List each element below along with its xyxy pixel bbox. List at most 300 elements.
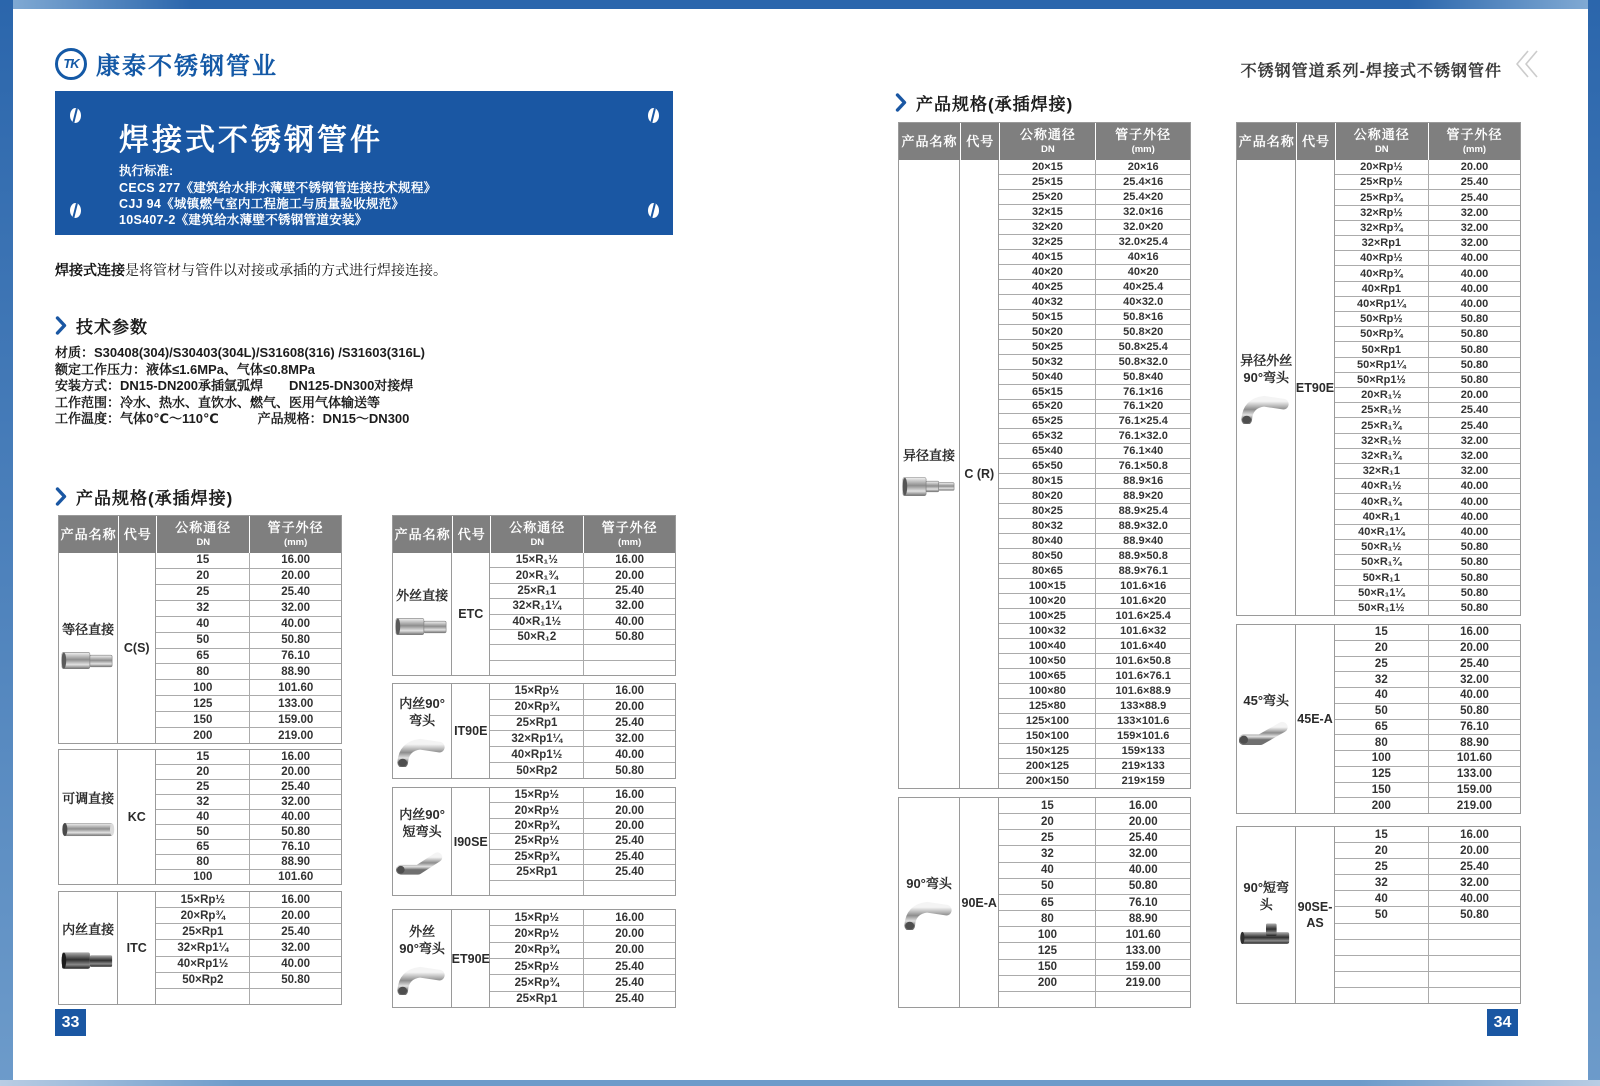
dn-cell: 15 [196, 751, 210, 763]
spec-row [1335, 372, 1520, 387]
dn-cell: 25 [196, 781, 210, 793]
od-cell: 20.00 [583, 700, 675, 715]
spec-table-female-coupling [58, 891, 342, 1005]
od-cell: 159.00 [1095, 960, 1190, 975]
dn-cell: 32×R₁1 [1362, 465, 1400, 478]
od-cell [1428, 988, 1520, 1003]
dn-cell: 20×Rp½ [514, 927, 560, 940]
spec-row [999, 219, 1190, 234]
dn-cell: 25 [1041, 831, 1054, 844]
standard-line: 10S407-2《建筑给水薄壁不锈钢管道安装》 [119, 213, 368, 227]
dn-cell: 80×65 [1031, 565, 1063, 578]
header-product-name: 产品名称 [394, 527, 451, 542]
od-cell: 101.60 [249, 680, 341, 695]
spec-table-female-90-short-elbow [392, 787, 676, 896]
spec-row [999, 354, 1190, 369]
spec-row [1335, 625, 1520, 640]
spec-row [999, 608, 1190, 623]
od-cell: 159.00 [249, 712, 341, 727]
od-cell: 50.8×16 [1095, 310, 1190, 324]
dn-cell: 50×R₁1½ [1358, 601, 1405, 614]
dn-cell: 40×25 [1031, 280, 1063, 293]
od-cell: 133×88.9 [1095, 699, 1190, 713]
spec-row [156, 584, 341, 600]
od-cell [1428, 940, 1520, 955]
spec-row [999, 942, 1190, 958]
spec-row [1335, 554, 1520, 569]
spec-table-body [1237, 625, 1520, 813]
spec-row [1335, 827, 1520, 842]
spec-row [999, 443, 1190, 458]
dn-cell: 40×Rp1½ [511, 748, 563, 761]
section-spec-right [895, 90, 1073, 115]
od-cell [1428, 956, 1520, 971]
spec-row [1335, 797, 1520, 813]
spec-row [999, 473, 1190, 488]
dn-cell: 50 [1041, 880, 1054, 893]
spec-rows [156, 892, 341, 1004]
dn-cell: 32 [1041, 848, 1054, 861]
spec-row [1335, 874, 1520, 890]
dn-cell: 50 [1374, 909, 1388, 922]
standards-label: 执行标准: [119, 164, 174, 178]
spec-row [999, 713, 1190, 728]
dn-cell: 20×R₁¾ [515, 569, 558, 582]
product-name: 外丝直接 [396, 587, 449, 603]
dn-cell: 20×Rp¾ [514, 944, 560, 957]
od-cell: 20.00 [1428, 641, 1520, 656]
od-cell: 50.80 [1428, 601, 1520, 615]
od-cell: 50.8×32.0 [1095, 355, 1190, 369]
spec-row [156, 679, 341, 695]
od-cell: 25.40 [1428, 418, 1520, 432]
spec-table-body [393, 788, 675, 895]
dn-cell: 40 [196, 618, 210, 631]
dn-cell: 25×15 [1031, 175, 1063, 188]
dn-cell [999, 992, 1095, 1007]
spec-row [490, 910, 675, 925]
dn-cell: 32×15 [1031, 205, 1063, 218]
product-name-cell [59, 750, 118, 884]
spec-row [1335, 890, 1520, 906]
od-cell: 40.00 [1428, 266, 1520, 280]
od-cell: 50.80 [249, 825, 341, 839]
spec-row [490, 746, 675, 762]
double-chevron-left-icon [1512, 48, 1542, 85]
spec-row [156, 750, 341, 764]
od-cell: 40.00 [249, 617, 341, 632]
spec-row [1335, 524, 1520, 539]
od-cell: 25.40 [583, 584, 675, 598]
page-edge-bottom [0, 1080, 1600, 1086]
spec-row [1335, 235, 1520, 250]
od-cell: 101.6×20 [1095, 594, 1190, 608]
header-product-name: 产品名称 [901, 134, 958, 149]
product-name: 可调直接 [62, 790, 115, 806]
dn-cell: 65×40 [1031, 445, 1063, 458]
spec-row [1335, 585, 1520, 600]
od-cell: 20.00 [583, 568, 675, 582]
dn-cell: 40×R₁1¼ [1358, 525, 1405, 538]
dn-cell: 32 [196, 602, 210, 615]
od-cell: 40×25.4 [1095, 280, 1190, 294]
spec-row [1335, 719, 1520, 735]
spec-row [156, 663, 341, 679]
section-title: 产品规格(承插焊接) [916, 95, 1074, 114]
dn-cell: 65 [196, 841, 210, 853]
dn-cell: 50×Rp¾ [1360, 328, 1403, 341]
spec-row [999, 975, 1190, 991]
spec-table-reducing-male-90-elbow [1236, 122, 1521, 616]
dn-cell: 25×Rp1 [516, 993, 558, 1006]
od-cell: 25.40 [583, 834, 675, 848]
dn-cell: 50×R₁1¼ [1358, 586, 1405, 599]
dn-cell: 32×R₁¾ [1361, 449, 1402, 462]
spec-table-adjustable-coupling [58, 749, 342, 885]
header-nominal-diameter: 公称通径 DN [1335, 123, 1428, 160]
spec-table-body [393, 684, 675, 778]
spec-row [999, 399, 1190, 414]
dn-cell: 65×50 [1031, 460, 1063, 473]
spec-row [999, 845, 1190, 861]
od-cell: 16.00 [583, 553, 675, 567]
od-cell: 101.6×40 [1095, 639, 1190, 653]
spec-row [999, 488, 1190, 503]
od-cell: 219.00 [1095, 976, 1190, 991]
dn-cell: 50 [196, 634, 210, 647]
spec-row [1335, 782, 1520, 798]
spec-row [156, 727, 341, 743]
spec-row [999, 339, 1190, 354]
spec-row [999, 773, 1190, 788]
od-cell: 40.00 [249, 810, 341, 824]
dn-cell: 65 [1041, 896, 1054, 909]
dn-cell: 65 [196, 649, 210, 662]
od-cell: 32.0×16 [1095, 205, 1190, 219]
spec-row [1335, 174, 1520, 189]
od-cell: 32.0×20 [1095, 220, 1190, 234]
dn-cell [156, 989, 249, 1004]
spec-row [490, 567, 675, 582]
product-name-cell [393, 788, 452, 895]
od-cell: 76.10 [249, 649, 341, 664]
dn-cell [1335, 924, 1428, 939]
spec-row [490, 818, 675, 833]
section-tech-params [55, 313, 148, 338]
dn-cell: 20×15 [1031, 160, 1063, 173]
od-cell: 76.1×32.0 [1095, 429, 1190, 443]
dn-cell: 20×Rp½ [514, 804, 560, 817]
od-cell: 50.8×40 [1095, 370, 1190, 384]
od-cell: 20.00 [249, 765, 341, 779]
od-cell: 40×20 [1095, 265, 1190, 279]
dn-cell [1335, 956, 1428, 971]
spec-row [999, 413, 1190, 428]
od-cell: 25.40 [1095, 830, 1190, 845]
spec-row [1335, 220, 1520, 235]
spec-row [1335, 923, 1520, 939]
spec-table-body [899, 798, 1190, 1007]
dn-cell: 150 [1371, 783, 1391, 796]
spec-row [156, 779, 341, 794]
intro-paragraph [55, 260, 447, 280]
od-cell: 50.80 [1428, 373, 1520, 387]
dn-cell: 25×Rp1 [516, 717, 558, 730]
od-cell: 50.80 [1428, 312, 1520, 326]
header-pipe-od: 管子外径 (mm) [583, 516, 675, 553]
spec-row [156, 711, 341, 727]
spec-row [999, 249, 1190, 264]
spec-rows [999, 160, 1190, 788]
dn-cell: 125 [193, 697, 213, 710]
od-cell: 88.90 [1095, 911, 1190, 926]
od-cell: 159.00 [1428, 783, 1520, 798]
dn-cell: 25×20 [1031, 190, 1063, 203]
spec-row [1335, 750, 1520, 766]
spec-row [1335, 671, 1520, 687]
dn-cell: 50×R₁2 [517, 631, 557, 644]
page-edge-right [1588, 0, 1600, 1086]
od-cell: 133×101.6 [1095, 714, 1190, 728]
od-cell: 25.40 [583, 992, 675, 1007]
dn-cell: 25×Rp½ [514, 960, 560, 973]
dn-cell [1335, 940, 1428, 955]
od-cell: 88.9×40 [1095, 534, 1190, 548]
spec-row [1335, 539, 1520, 554]
spec-row [1335, 640, 1520, 656]
elbow-fitting-photo [395, 965, 449, 995]
od-cell: 40.00 [1428, 479, 1520, 493]
dn-cell: 25×Rp¾ [1360, 191, 1403, 204]
section-title: 产品规格(承插焊接) [76, 489, 234, 508]
reducer-fitting-photo [902, 472, 956, 502]
product-code-cell: IT90E [452, 684, 490, 778]
dn-cell: 20×Rp¾ [180, 909, 226, 922]
dn-cell: 32 [196, 796, 210, 808]
brand-logo-icon: TK [55, 48, 87, 80]
tee-fitting-photo [1239, 921, 1293, 951]
tech-line: 工作范围：冷水、热水、直饮水、燃气、医用气体输送等 [55, 394, 381, 410]
dn-cell: 25×R₁½ [1361, 404, 1402, 417]
dn-cell: 50×32 [1031, 355, 1063, 368]
od-cell: 25.4×20 [1095, 190, 1190, 204]
dn-cell: 200×150 [1025, 774, 1069, 787]
od-cell: 32.00 [1095, 846, 1190, 861]
dn-cell: 25×Rp1 [516, 866, 558, 879]
spec-row [999, 910, 1190, 926]
od-cell: 16.00 [1428, 827, 1520, 842]
dn-cell: 40×Rp½ [1360, 252, 1403, 265]
elbow-fitting-photo [395, 737, 449, 767]
spec-table-female-90-elbow [392, 683, 676, 779]
dn-cell: 40 [196, 811, 210, 823]
od-cell: 101.60 [249, 870, 341, 884]
spec-row [490, 925, 675, 941]
dn-cell: 50 [1374, 705, 1388, 718]
title-banner [55, 91, 673, 235]
spec-row [999, 813, 1190, 829]
intro-keyword: 焊接式连接 [55, 262, 125, 278]
dn-cell: 50×15 [1031, 310, 1063, 323]
dn-cell: 15 [196, 554, 210, 567]
od-cell: 88.9×16 [1095, 474, 1190, 488]
spec-row [999, 698, 1190, 713]
od-cell: 101.60 [1428, 751, 1520, 766]
dn-cell: 32×Rp1¼ [177, 941, 229, 954]
product-name: 内丝90° 弯头 [399, 696, 445, 728]
pellet-icon [70, 203, 81, 218]
spec-row [999, 578, 1190, 593]
od-cell: 25.40 [583, 959, 675, 974]
header-pipe-od: 管子外径 (mm) [1428, 123, 1520, 160]
dn-cell: 100×15 [1028, 580, 1066, 593]
dn-cell: 40×R₁½ [1361, 480, 1402, 493]
spec-table-header [393, 516, 675, 553]
spec-table-male-90-elbow [392, 909, 676, 1008]
od-cell: 101.6×16 [1095, 579, 1190, 593]
spec-rows [490, 910, 675, 1007]
product-name: 90°弯头 [906, 876, 952, 891]
spec-rows [1335, 827, 1520, 1003]
spec-row [1335, 326, 1520, 341]
spec-row [490, 880, 675, 895]
dn-cell: 32×Rp½ [1360, 206, 1403, 219]
dn-cell: 100×32 [1028, 625, 1066, 638]
spec-row [156, 907, 341, 923]
spec-row [490, 644, 675, 659]
dn-cell: 25×Rp1 [182, 925, 224, 938]
dn-cell [1335, 972, 1428, 987]
od-cell: 40.00 [1095, 863, 1190, 878]
spec-table-body [59, 553, 341, 743]
od-cell: 20.00 [249, 908, 341, 923]
spec-row [999, 503, 1190, 518]
dn-cell: 25×R₁¾ [1361, 419, 1402, 432]
dn-cell: 80 [1374, 736, 1388, 749]
od-cell: 16.00 [1095, 798, 1190, 813]
product-name: 内丝直接 [62, 921, 115, 937]
spec-row [999, 369, 1190, 384]
dn-cell: 25×Rp½ [1360, 176, 1403, 189]
dn-cell: 15 [1374, 828, 1388, 841]
tech-line: 额定工作压力：液体≤1.6MPa、气体≤0.8MPa [55, 361, 315, 377]
od-cell: 133.00 [249, 696, 341, 711]
product-code-cell: I90SE [452, 788, 490, 895]
spec-row [999, 264, 1190, 279]
spec-table-45-elbow [1236, 624, 1521, 814]
od-cell: 159×101.6 [1095, 729, 1190, 743]
dn-cell: 150 [1037, 961, 1057, 974]
od-cell: 50.80 [583, 763, 675, 778]
spec-row [490, 660, 675, 675]
od-cell: 50.8×25.4 [1095, 340, 1190, 354]
dn-cell: 40×Rp¾ [1360, 267, 1403, 280]
spec-row [490, 699, 675, 715]
spec-row [156, 988, 341, 1004]
dn-cell: 20 [1374, 844, 1388, 857]
od-cell: 16.00 [249, 750, 341, 764]
spec-row [1335, 842, 1520, 858]
header-nominal-diameter: 公称通径 DN [156, 516, 249, 553]
od-cell: 25.40 [1428, 657, 1520, 672]
od-cell [249, 989, 341, 1004]
spec-table-header [59, 516, 341, 553]
spec-row [490, 974, 675, 990]
od-cell: 50.80 [1428, 704, 1520, 719]
spec-table-header [1237, 123, 1520, 160]
dn-cell: 25×Rp½ [514, 835, 560, 848]
spec-row [156, 764, 341, 779]
spec-table-body [899, 160, 1190, 788]
spec-row [999, 548, 1190, 563]
page-edge-top [0, 0, 1600, 9]
tech-line: 工作温度：气体0℃～110℃ 产品规格：DN15～DN300 [55, 411, 410, 426]
dn-cell: 15 [1374, 626, 1388, 639]
dn-cell: 50×Rp2 [182, 974, 224, 987]
od-cell: 101.6×50.8 [1095, 654, 1190, 668]
od-cell: 88.9×32.0 [1095, 519, 1190, 533]
od-cell: 16.00 [583, 684, 675, 699]
spec-row [999, 758, 1190, 773]
dn-cell: 150 [193, 713, 213, 726]
dn-cell: 80×15 [1031, 475, 1063, 488]
coupling-fitting-photo [61, 646, 115, 676]
page-title: 焊接式不锈钢管件 [119, 124, 383, 157]
product-name-cell [899, 798, 960, 1007]
spec-row [1335, 493, 1520, 508]
spec-row [999, 279, 1190, 294]
od-cell: 219.00 [1428, 798, 1520, 813]
od-cell: 20.00 [1095, 814, 1190, 829]
od-cell: 88.9×76.1 [1095, 564, 1190, 578]
od-cell: 25.40 [1428, 403, 1520, 417]
od-cell: 88.90 [249, 855, 341, 869]
spec-row [1335, 906, 1520, 922]
spec-row [999, 728, 1190, 743]
product-name-cell [59, 892, 118, 1004]
spec-table-body [393, 910, 675, 1007]
section-spec-left [55, 484, 233, 509]
spec-row [156, 972, 341, 988]
spec-row [1335, 160, 1520, 174]
dn-cell: 125×80 [1028, 699, 1066, 712]
spec-row [999, 926, 1190, 942]
dn-cell: 20×Rp¾ [514, 701, 560, 714]
tech-params-list [55, 345, 425, 428]
spec-table-equal-coupling [58, 515, 342, 744]
header-code: 代号 [960, 123, 999, 160]
od-cell: 40.00 [583, 615, 675, 629]
tech-line: 材质：S30408(304)/S30403(304L)/S31608(316) /S31603(316L) [55, 345, 426, 360]
brand-name: 康泰不锈钢管业 [96, 53, 278, 80]
elbow45-fitting-photo [1239, 717, 1293, 747]
od-cell: 20.00 [1428, 843, 1520, 858]
product-code-cell: 45E-A [1296, 625, 1334, 813]
spec-row [156, 923, 341, 939]
product-code-cell: C(S) [118, 553, 156, 743]
spec-row [490, 684, 675, 699]
spec-row [999, 204, 1190, 219]
dn-cell: 80×50 [1031, 550, 1063, 563]
od-cell: 76.1×20 [1095, 400, 1190, 414]
spec-row [999, 894, 1190, 910]
od-cell: 32.00 [1428, 206, 1520, 220]
od-cell: 25.40 [249, 924, 341, 939]
spec-row [490, 598, 675, 613]
spec-row [1335, 987, 1520, 1003]
dn-cell: 80 [1041, 912, 1054, 925]
product-code-cell: 90E-A [960, 798, 999, 1007]
